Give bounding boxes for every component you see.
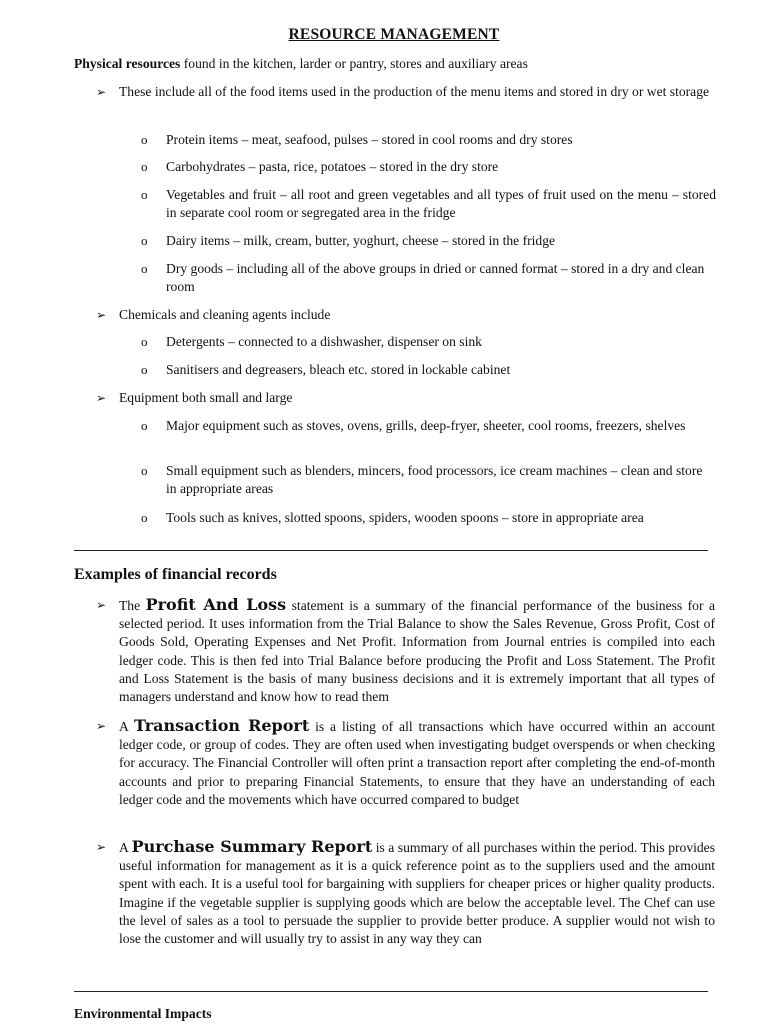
circle-bullet-icon: o <box>141 187 148 202</box>
equipment-item: Tools such as knives, slotted spoons, spiders, wooden spoons – store in appropriate area <box>166 510 644 525</box>
tr-body: is a listing of all transactions which have occurred within an account ledger code, or group of codes. They are often used when investigating budget overspends or when checking for accuracy. The Financial Controller will often print a transaction report after completing the end-of-month accounts and prior to preparing Financial Statements, to ensure that they have an understanding of each ledger code and the movements which have occurred compared to budget <box>119 719 715 807</box>
list-item <box>96 83 715 101</box>
page-title: RESOURCE MANAGEMENT <box>288 26 500 43</box>
list-item <box>141 158 716 176</box>
food-item: Dairy items – milk, cream, butter, yoghurt, cheese – stored in the fridge <box>166 233 556 248</box>
circle-bullet-icon: o <box>141 510 148 525</box>
pl-prefix: The <box>119 598 146 613</box>
arrow-bullet-icon: ➢ <box>96 719 107 733</box>
equipment-item: Small equipment such as blenders, mincers, food processors, ice cream machines – clean and store in appropriate areas <box>166 463 703 497</box>
chemicals-text: Chemicals and cleaning agents include <box>119 307 331 322</box>
intro-line <box>74 56 724 72</box>
circle-bullet-icon: o <box>141 463 148 478</box>
intro-rest: found in the kitchen, larder or pantry, stores and auxiliary areas <box>180 56 528 71</box>
arrow-bullet-icon: ➢ <box>96 598 107 612</box>
food-item: Vegetables and fruit – all root and green vegetables and all types of fruit used on the menu – stored in separate cool room or segregated area in the fridge <box>166 187 716 221</box>
chemicals-item: Sanitisers and degreasers, bleach etc. stored in lockable cabinet <box>166 362 511 377</box>
arrow-bullet-icon: ➢ <box>96 308 107 322</box>
divider <box>74 991 708 992</box>
food-text: These include all of the food items used in the production of the menu items and stored in dry or wet storage <box>119 84 710 99</box>
list-item <box>141 462 716 498</box>
equipment-text: Equipment both small and large <box>119 390 293 405</box>
circle-bullet-icon: o <box>141 261 148 276</box>
list-item <box>141 333 716 351</box>
list-item <box>96 716 715 809</box>
ps-prefix: A <box>119 840 132 855</box>
environmental-heading: Environmental Impacts <box>74 1006 212 1021</box>
equipment-item: Major equipment such as stoves, ovens, grills, deep-fryer, sheeter, cool rooms, freezers, shelves <box>166 418 686 433</box>
pl-term: Profit And Loss <box>145 595 287 614</box>
list-item <box>96 306 715 324</box>
circle-bullet-icon: o <box>141 418 148 433</box>
chemicals-item: Detergents – connected to a dishwasher, dispenser on sink <box>166 334 482 349</box>
circle-bullet-icon: o <box>141 233 148 248</box>
circle-bullet-icon: o <box>141 132 148 147</box>
pl-body: statement is a summary of the financial performance of the business for a selected period. It uses information from the Trial Balance to show the Sales Revenue, Gross Profit, Cost of Goods Sold, Operating Expenses and Net Profit. Information from Journal entries is compiled into each ledger code. This is then fed into Trial Balance before producing the Profit and Loss Statement. The Profit and Loss Statement is the basis of many business decisions and it is extremely important that all types of managers understand and know how to read them <box>119 598 715 705</box>
ps-body: is a summary of all purchases within the period. This provides useful information for management as it is a quick reference point as to the suppliers used and the amount spent with each. It is a useful tool for bargaining with suppliers for cheaper prices or higher quality products. Imagine if the vegetable supplier is supplying goods which are below the acceptable level. The Chef can use the level of sales as a tool to persuade the supplier to provide better produce. A supplier would not wish to lose the customer and will usually try to assist in any way they can <box>119 840 716 947</box>
tr-prefix: A <box>119 719 134 734</box>
list-item <box>141 361 716 379</box>
list-item <box>141 232 716 250</box>
list-item <box>96 837 716 948</box>
circle-bullet-icon: o <box>141 159 148 174</box>
food-item: Protein items – meat, seafood, pulses – stored in cool rooms and dry stores <box>166 132 573 147</box>
list-item <box>141 131 716 149</box>
financial-heading: Examples of financial records <box>74 566 277 583</box>
arrow-bullet-icon: ➢ <box>96 85 107 99</box>
circle-bullet-icon: o <box>141 334 148 349</box>
circle-bullet-icon: o <box>141 362 148 377</box>
list-item <box>96 389 715 407</box>
list-item <box>141 417 716 435</box>
ps-term: Purchase Summary Report <box>131 837 373 856</box>
intro-bold: Physical resources <box>74 56 181 71</box>
divider <box>74 550 708 551</box>
list-item <box>141 260 716 296</box>
list-item <box>96 595 715 706</box>
list-item <box>141 186 716 222</box>
list-item <box>141 509 716 527</box>
arrow-bullet-icon: ➢ <box>96 391 107 405</box>
food-item: Carbohydrates – pasta, rice, potatoes – stored in the dry store <box>166 159 499 174</box>
arrow-bullet-icon: ➢ <box>96 840 107 854</box>
tr-term: Transaction Report <box>133 716 310 735</box>
food-item: Dry goods – including all of the above groups in dried or canned format – stored in a dry and clean room <box>166 261 705 295</box>
